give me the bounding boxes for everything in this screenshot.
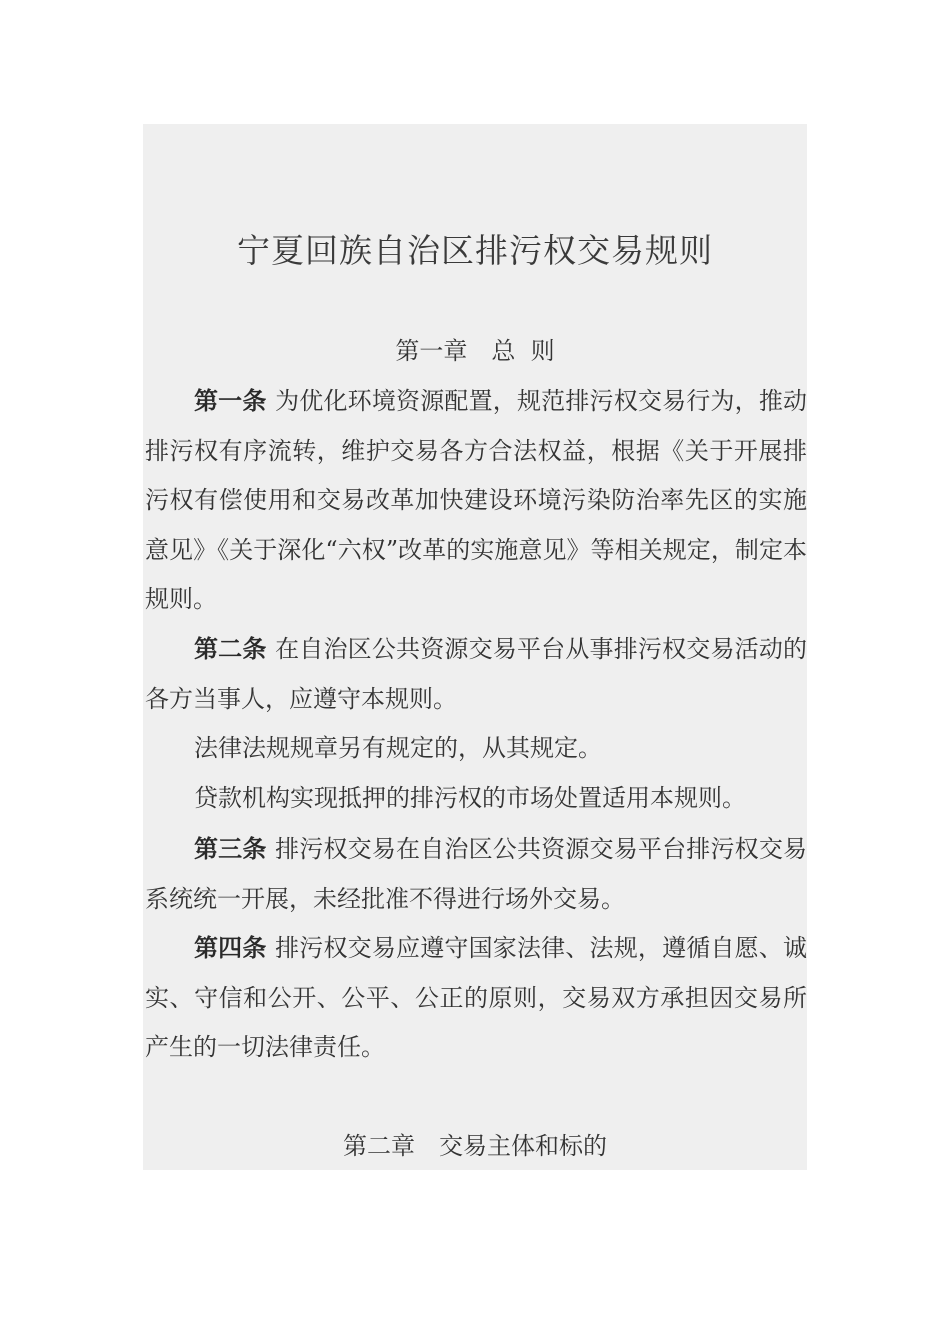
paragraph-text: 法律法规规章另有规定的，从其规定。 [194,734,602,762]
article-1 [145,376,807,625]
article-3 [145,824,807,924]
article-text: 排污权交易应遵守国家法律、法规，遵循自愿、诚实、守信和公开、公平、公正的原则，交易双方承担因交易所产生的一切法律责任。 [145,934,808,1062]
article-number: 第一条 [194,386,267,415]
article-4 [145,923,807,1073]
article-text: 在自治区公共资源交易平台从事排污权交易活动的各方当事人，应遵守本规则。 [145,635,808,713]
article-number: 第四条 [194,933,267,962]
article-number: 第二条 [194,634,267,663]
paragraph-exception [145,724,807,774]
paragraph-loan [145,774,807,824]
chapter-heading-2: 第二章 交易主体和标的 [343,1132,607,1160]
article-number: 第三条 [194,834,267,863]
article-text: 为优化环境资源配置，规范排污权交易行为，推动排污权有序流转，维护交易各方合法权益，根据《关于开展排污权有偿使用和交易改革加快建设环境污染防治率先区的实施意见》《关于深化“六权”改革的实施意见》等相关规定，制定本规则。 [145,387,808,614]
article-2 [145,624,807,724]
article-text: 排污权交易在自治区公共资源交易平台排污权交易系统统一开展，未经批准不得进行场外交易。 [145,835,808,913]
chapter-heading-1: 第一章 总 则 [395,337,555,365]
paragraph-text: 贷款机构实现抵押的排污权的市场处置适用本规则。 [194,784,746,812]
document-title: 宁夏回族自治区排污权交易规则 [237,231,713,270]
